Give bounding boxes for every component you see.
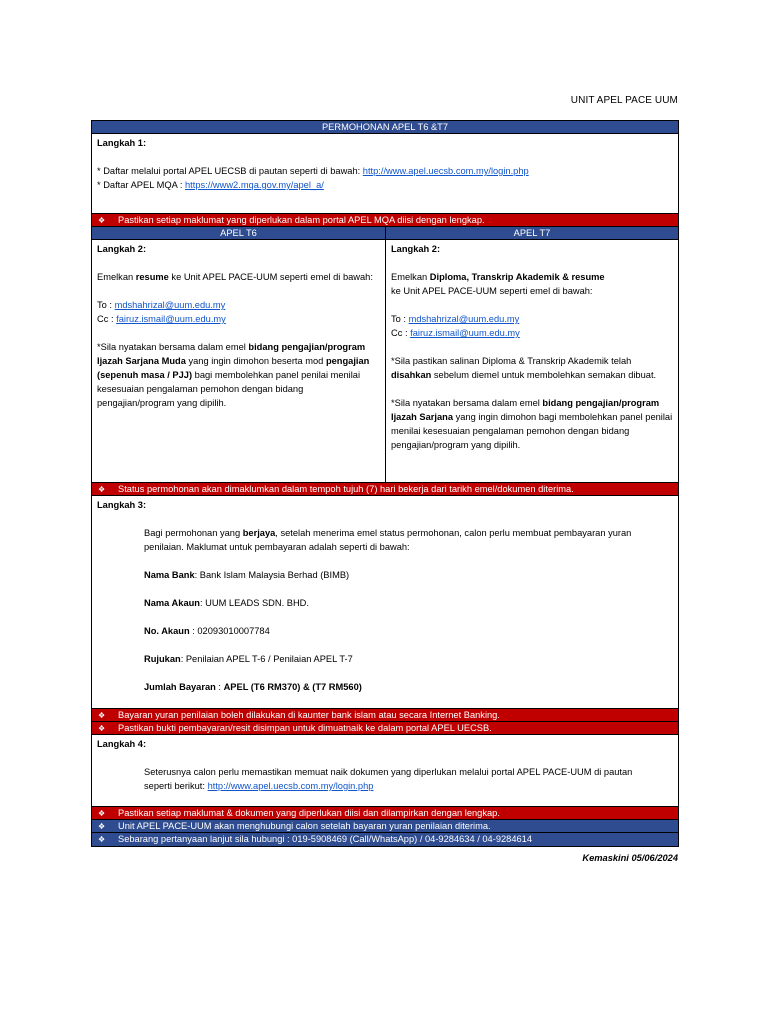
t7-p1-b: Diploma, Transkrip Akademik & resume [429, 272, 605, 282]
t7-cc-line [391, 326, 673, 340]
step3-heading: Langkah 3: [97, 500, 147, 510]
intro-a: Bagi permohonan yang [144, 528, 243, 538]
account-name-label: Nama Akaun [144, 598, 200, 608]
col-header-t6: APEL T6 [92, 227, 386, 239]
notice-payment-method [92, 709, 678, 722]
t7-note2-c: yang ingin dimohon bagi membolehkan panel penilai menilai kesesuaian pengalaman pemohon dengan bidang pengajian/program yang dipilih. [391, 412, 673, 450]
t7-note2-b: bidang pengajian/program Ijazah Sarjana [391, 398, 660, 422]
notice-enquiries [92, 833, 678, 846]
step4-content [97, 765, 673, 793]
t7-cc-email-link[interactable]: fairuz.ismail@uum.edu.my [410, 328, 520, 338]
total-payment-row [144, 680, 661, 694]
mqa-portal-link[interactable]: https://www2.mqa.gov.my/apel_a/ [185, 180, 324, 190]
t6-to-email-link[interactable]: mdshahrizal@uum.edu.my [114, 300, 226, 310]
t6-column [92, 240, 386, 482]
t6-p1-c: ke Unit APEL PACE-UUM seperti emel di bawah: [168, 272, 373, 282]
account-name-row [144, 596, 661, 610]
step4-text: Seterusnya calon perlu memastikan memuat naik dokumen yang diperlukan melalui portal APEL PACE-UUM di pautan seperti berikut: [144, 767, 633, 791]
reference-row [144, 652, 661, 666]
step4-section [92, 735, 678, 807]
step1-line2 [97, 178, 673, 192]
t6-p1-a: Emelkan [97, 272, 136, 282]
t7-p1-c: ke Unit APEL PACE-UUM seperti emel di bawah: [391, 286, 593, 296]
pace-portal-link[interactable]: http://www.apel.uecsb.com.my/login.php [207, 781, 374, 791]
account-number-value: : 02093010007784 [189, 626, 270, 636]
column-headers [92, 227, 678, 240]
notice-mqa [92, 214, 678, 227]
notice-receipt-text: Pastikan bukti pembayaran/resit disimpan untuk dimuatnaik ke dalam portal APEL UECSB. [118, 723, 492, 733]
t6-note-d: pengajian (sepenuh masa / PJJ) [97, 356, 370, 380]
intro-c: , setelah menerima emel status permohonan, calon perlu membuat pembayaran yuran penilaian. Maklumat untuk pembayaran adalah seperti di bawah: [144, 528, 632, 552]
t6-heading: Langkah 2: [97, 244, 147, 254]
t7-heading: Langkah 2: [391, 244, 441, 254]
t6-cc-line [97, 312, 380, 326]
reference-value: : Penilaian APEL T-6 / Penilaian APEL T-7 [180, 654, 353, 664]
t7-to-email-link[interactable]: mdshahrizal@uum.edu.my [408, 314, 520, 324]
application-table [91, 120, 679, 847]
t7-email-instruction [391, 270, 673, 298]
t6-p1-b: resume [135, 272, 169, 282]
t6-to-label: To : [97, 300, 115, 310]
diamond-bullet-icon: ❖ [98, 809, 106, 818]
notice-status-text: Status permohonan akan dimaklumkan dalam tempoh tujuh (7) hari bekerja dari tarikh emel/dokumen diterima. [118, 484, 574, 494]
step1-heading: Langkah 1: [97, 138, 147, 148]
t6-note [97, 340, 380, 410]
total-value: APEL (T6 RM370) & (T7 RM560) [223, 682, 362, 692]
total-separator: : [215, 682, 224, 692]
step1-line1-text: * Daftar melalui portal APEL UECSB di pautan seperti di bawah: [97, 166, 363, 176]
t7-note-verify [391, 354, 673, 382]
notice-enquiries-text: Sebarang pertanyaan lanjut sila hubungi : 019-5908469 (Call/WhatsApp) / 04-9284634 / 04-9284614 [118, 834, 533, 844]
account-number-label: No. Akaun [144, 626, 190, 636]
t6-note-e: bagi membolehkan panel penilai menilai kesesuaian pengalaman pemohon dengan bidang pengajian/program yang dipilih. [97, 370, 361, 408]
bank-value: : Bank Islam Malaysia Berhad (BIMB) [194, 570, 350, 580]
t6-email-instruction [97, 270, 380, 284]
diamond-bullet-icon: ❖ [98, 724, 106, 733]
account-number-row [144, 624, 661, 638]
step3-content [97, 526, 673, 694]
uecsb-portal-link[interactable]: http://www.apel.uecsb.com.my/login.php [362, 166, 529, 176]
t6-cc-email-link[interactable]: fairuz.ismail@uum.edu.my [116, 314, 226, 324]
step2-columns [92, 240, 678, 483]
t7-to-line [391, 312, 673, 326]
t7-note1-b: disahkan [391, 370, 432, 380]
notice-payment-method-text: Bayaran yuran penilaian boleh dilakukan di kaunter bank islam atau secara Internet Banking. [118, 710, 500, 720]
t7-p1-a: Emelkan [391, 272, 430, 282]
step1-line1 [97, 164, 673, 178]
bank-name-row [144, 568, 661, 582]
step3-section [92, 496, 678, 709]
intro-b: berjaya [242, 528, 276, 538]
t6-to-line [97, 298, 380, 312]
reference-label: Rujukan [144, 654, 181, 664]
t7-note-program [391, 396, 673, 452]
t7-note1-a: *Sila pastikan salinan Diploma & Transkrip Akademik telah [391, 356, 632, 366]
notice-complete-docs-text: Pastikan setiap maklumat & dokumen yang diperlukan diisi dan dilampirkan dengan lengkap. [118, 808, 500, 818]
t7-column [386, 240, 678, 482]
diamond-bullet-icon: ❖ [98, 485, 106, 494]
diamond-bullet-icon: ❖ [98, 711, 106, 720]
t6-note-a: *Sila nyatakan bersama dalam emel [97, 342, 249, 352]
total-label: Jumlah Bayaran [144, 682, 216, 692]
main-title-bar: PERMOHONAN APEL T6 &T7 [92, 121, 678, 134]
t7-note1-c: sebelum diemel untuk membolehkan semakan dibuat. [431, 370, 657, 380]
account-name-value: : UUM LEADS SDN. BHD. [199, 598, 309, 608]
step1-line2-text: * Daftar APEL MQA : [97, 180, 186, 190]
step1-section [92, 134, 678, 214]
diamond-bullet-icon: ❖ [98, 835, 106, 844]
notice-contact-candidate-text: Unit APEL PACE-UUM akan menghubungi calon setelah bayaran yuran penilaian diterima. [118, 821, 491, 831]
diamond-bullet-icon: ❖ [98, 216, 106, 225]
t6-note-b: bidang pengajian/program Ijazah Sarjana Muda [97, 342, 366, 366]
diamond-bullet-icon: ❖ [98, 822, 106, 831]
col-header-t7: APEL T7 [513, 228, 551, 238]
t6-note-c: yang ingin dimohon beserta mod [185, 356, 326, 366]
t7-cc-label: Cc : [391, 328, 411, 338]
payment-intro [144, 526, 661, 554]
step4-heading: Langkah 4: [97, 739, 147, 749]
bank-label: Nama Bank [144, 570, 195, 580]
t7-note2-a: *Sila nyatakan bersama dalam emel [391, 398, 543, 408]
notice-mqa-text: Pastikan setiap maklumat yang diperlukan dalam portal APEL MQA diisi dengan lengkap. [118, 215, 485, 225]
notice-status [92, 483, 678, 496]
notice-complete-docs [92, 807, 678, 820]
updated-date: Kemaskini 05/06/2024 [582, 853, 678, 863]
t6-cc-label: Cc : [97, 314, 117, 324]
notice-contact-candidate [92, 820, 678, 833]
t7-to-label: To : [391, 314, 409, 324]
unit-title: UNIT APEL PACE UUM [570, 95, 678, 106]
notice-receipt [92, 722, 678, 735]
